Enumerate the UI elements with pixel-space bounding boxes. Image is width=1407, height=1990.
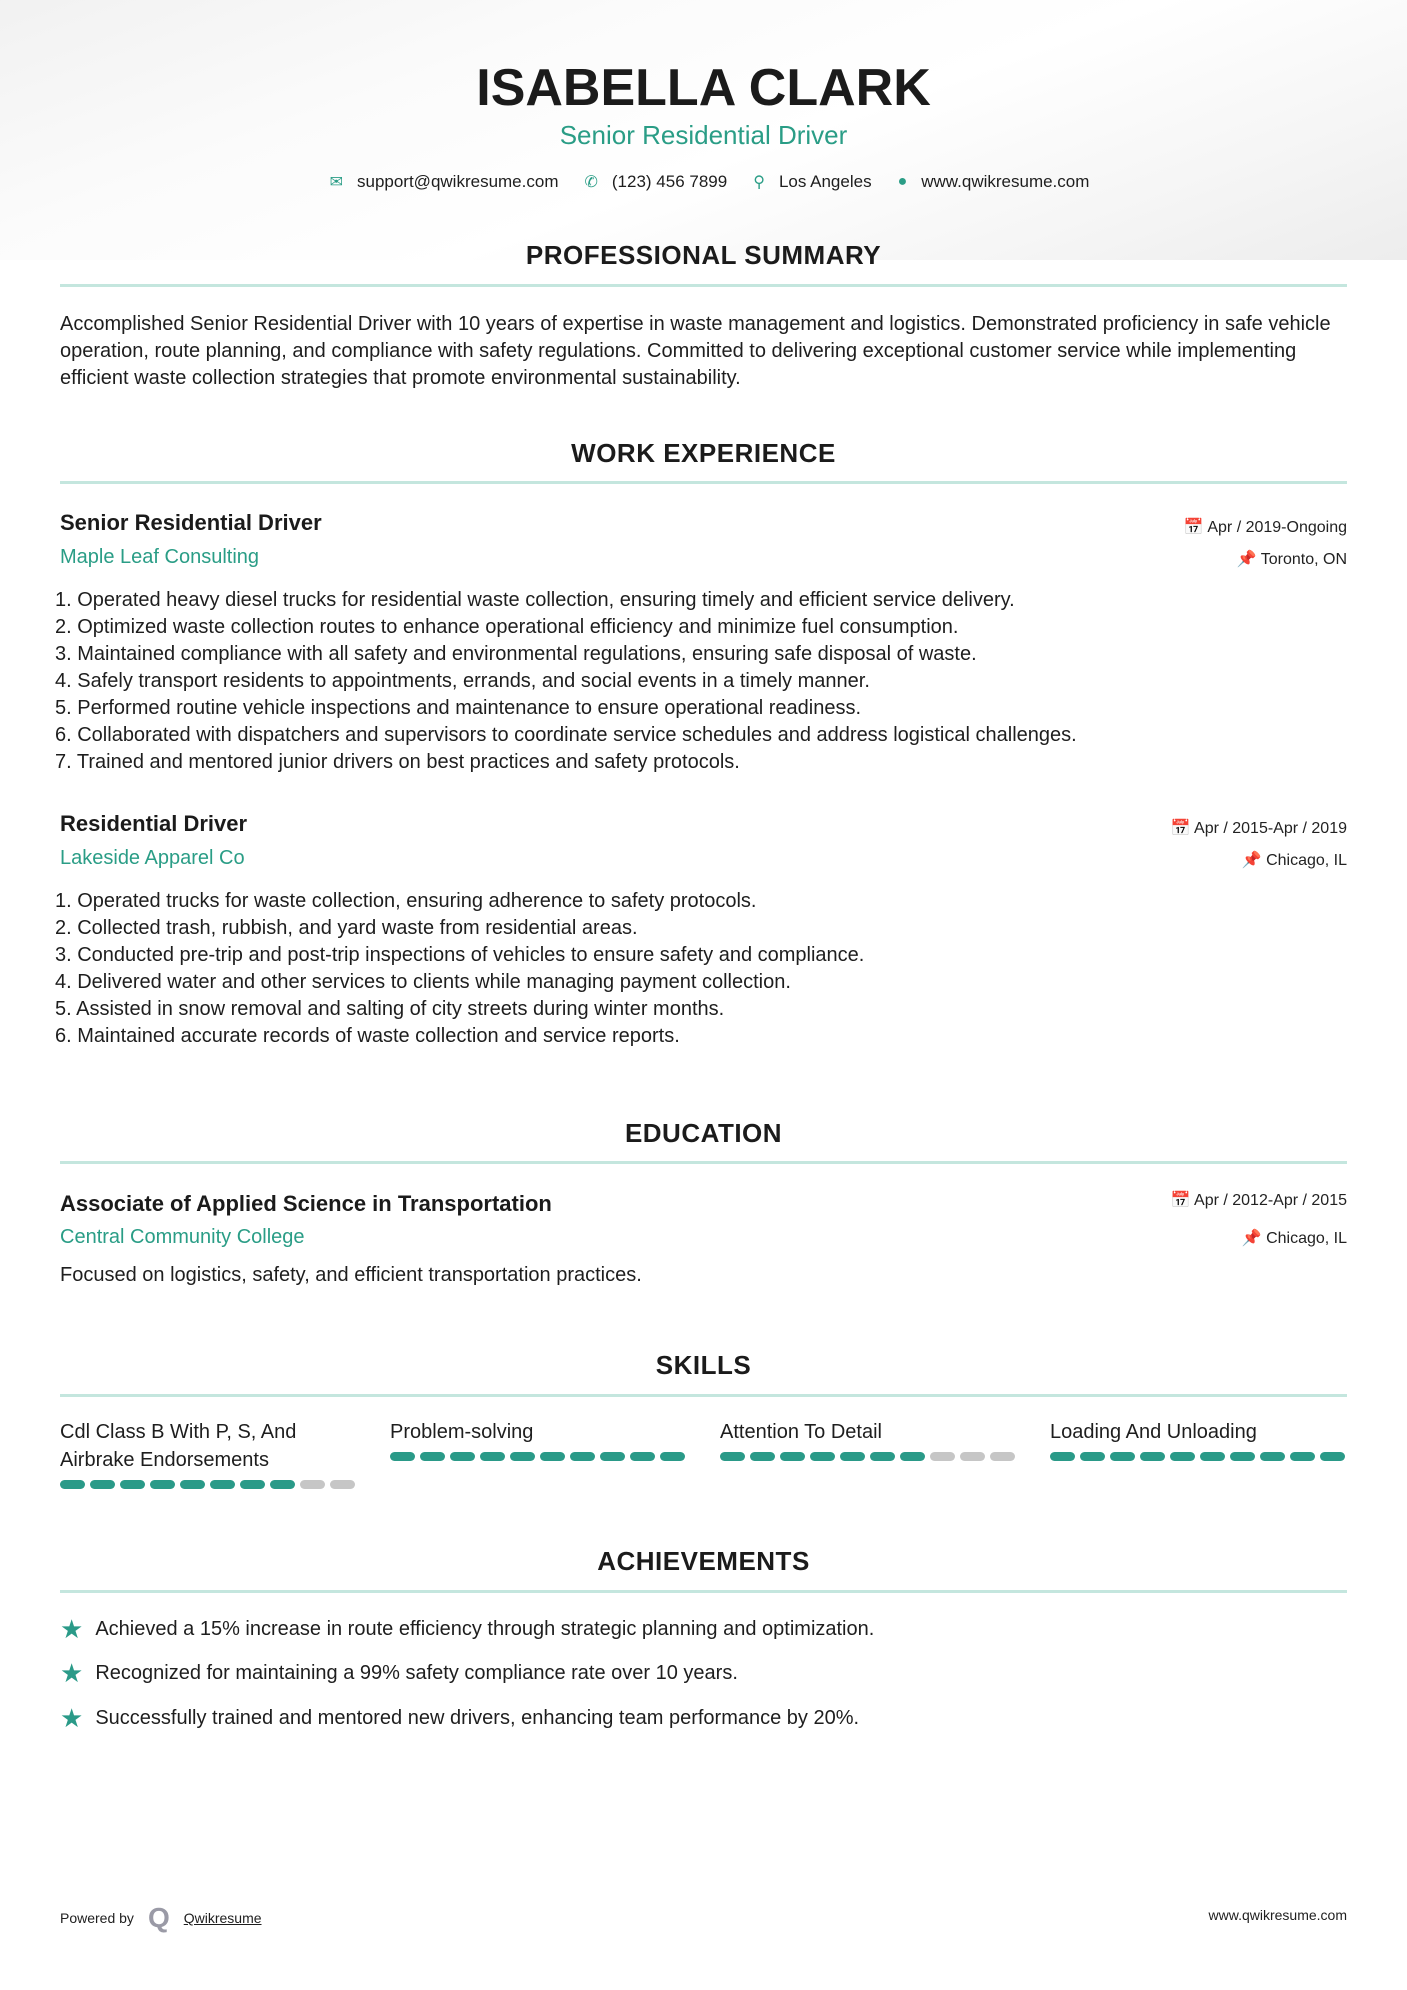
job-company: Maple Leaf Consulting: [60, 546, 260, 568]
achievement-text: Successfully trained and mentored new drivers, enhancing team performance by 20%.: [95, 1706, 860, 1729]
skill-level-segment: [1290, 1452, 1315, 1461]
skill-level-segment: [270, 1480, 295, 1489]
calendar-icon: 📅: [1170, 820, 1195, 837]
skill-name: Attention To Detail: [720, 1421, 882, 1443]
list-item: 4. Delivered water and other services to clients while managing payment collection.: [55, 971, 791, 993]
section-heading-experience: WORK EXPERIENCE: [571, 438, 836, 468]
education-dates-text: Apr / 2012-Apr / 2015: [1194, 1192, 1347, 1209]
section-heading-achievements: ACHIEVEMENTS: [597, 1546, 810, 1576]
phone: (123) 456 7899: [611, 172, 728, 191]
star-icon: ★: [60, 1703, 84, 1733]
skill-level-segment: [120, 1480, 145, 1489]
summary-text: Accomplished Senior Residential Driver with 10 years of expertise in waste management and logistics. Demonstrated proficiency in safe vehicle operation, route planning, and compliance with safety regulations. Committed to delivering exceptional customer service while implementing efficient waste collection strategies that promote environmental sustainability.: [60, 313, 1331, 389]
skill-level-segment: [660, 1452, 685, 1461]
list-item: 7. Trained and mentored junior drivers on best practices and safety protocols.: [55, 751, 740, 773]
education-location: [1242, 1228, 1347, 1248]
skill-level-bar: [1050, 1452, 1350, 1461]
skill-level-segment: [540, 1452, 565, 1461]
skill-level-segment: [60, 1480, 85, 1489]
job-location: [1237, 549, 1347, 569]
list-item: 1. Operated heavy diesel trucks for residential waste collection, ensuring timely and efficient service delivery.: [55, 589, 1015, 611]
skill-name: Cdl Class B With P, S, And Airbrake Endorsements: [60, 1421, 297, 1471]
skill-level-segment: [1110, 1452, 1135, 1461]
email-icon: ✉: [329, 174, 343, 191]
education-location-text: Chicago, IL: [1266, 1230, 1347, 1247]
skill-level-segment: [150, 1480, 175, 1489]
school: Central Community College: [60, 1226, 305, 1248]
list-item: 3. Maintained compliance with all safety and environmental regulations, ensuring safe disposal of waste.: [55, 643, 977, 665]
location-pin-icon: ⚲: [753, 174, 765, 191]
calendar-icon: 📅: [1183, 519, 1208, 536]
skill-level-segment: [750, 1452, 775, 1461]
footer-website[interactable]: www.qwikresume.com: [1208, 1907, 1347, 1923]
job-title: Residential Driver: [60, 811, 248, 836]
list-item: 2. Collected trash, rubbish, and yard waste from residential areas.: [55, 917, 638, 939]
list-item: 3. Conducted pre-trip and post-trip inspections of vehicles to ensure safety and compliance.: [55, 944, 865, 966]
skill-level-segment: [990, 1452, 1015, 1461]
calendar-icon: 📅: [1170, 1192, 1195, 1209]
list-item: 6. Maintained accurate records of waste collection and service reports.: [55, 1025, 680, 1047]
section-heading-education: EDUCATION: [624, 1118, 783, 1148]
skill-level-bar: [60, 1480, 360, 1489]
achievement-item: [60, 1705, 859, 1731]
job-dates-text: Apr / 2015-Apr / 2019: [1194, 820, 1347, 837]
job-bullets: [55, 587, 1345, 776]
achievement-item: [60, 1616, 874, 1642]
divider: [60, 1394, 1347, 1397]
footer-powered: [60, 1902, 262, 1934]
skill-level-segment: [210, 1480, 235, 1489]
list-item: 4. Safely transport residents to appointments, errands, and social events in a timely manner.: [55, 670, 870, 692]
skill-level-segment: [330, 1480, 355, 1489]
skill-level-segment: [1080, 1452, 1105, 1461]
skill-level-bar: [720, 1452, 1020, 1461]
education-dates: [1171, 1190, 1347, 1210]
skill-level-segment: [930, 1452, 955, 1461]
star-icon: ★: [60, 1614, 84, 1644]
skill-level-segment: [1200, 1452, 1225, 1461]
qwikresume-logo-icon: Q: [147, 1902, 170, 1933]
skill-level-segment: [300, 1480, 325, 1489]
website[interactable]: www.qwikresume.com: [921, 172, 1090, 191]
section-heading-summary: PROFESSIONAL SUMMARY: [525, 240, 882, 270]
job-title: Senior Residential Driver: [60, 510, 322, 535]
skill-level-segment: [480, 1452, 505, 1461]
contact-bar: [0, 172, 1407, 192]
achievement-item: [60, 1660, 738, 1686]
skill-name: Loading And Unloading: [1050, 1421, 1257, 1443]
divider: [60, 1161, 1347, 1164]
skill-name: Problem-solving: [390, 1421, 534, 1443]
job-location-text: Chicago, IL: [1266, 852, 1347, 869]
list-item: 5. Assisted in snow removal and salting of city streets during winter months.: [55, 998, 725, 1020]
skill-level-segment: [960, 1452, 985, 1461]
brand-link[interactable]: Qwikresume: [183, 1910, 262, 1926]
list-item: 6. Collaborated with dispatchers and supervisors to coordinate service schedules and address logistical challenges.: [55, 724, 1077, 746]
list-item: 2. Optimized waste collection routes to enhance operational efficiency and minimize fuel consumption.: [55, 616, 959, 638]
job-company: Lakeside Apparel Co: [60, 847, 245, 869]
candidate-name: ISABELLA CLARK: [476, 59, 931, 117]
skill-level-segment: [630, 1452, 655, 1461]
divider: [60, 284, 1347, 287]
location: Los Angeles: [778, 172, 872, 191]
education-description: Focused on logistics, safety, and efficient transportation practices.: [60, 1264, 642, 1286]
skill-level-segment: [900, 1452, 925, 1461]
skill-level-segment: [1170, 1452, 1195, 1461]
skill-level-segment: [720, 1452, 745, 1461]
skill-level-segment: [180, 1480, 205, 1489]
skill-item: [1050, 1418, 1350, 1461]
list-item: 5. Performed routine vehicle inspections and maintenance to ensure operational readiness.: [55, 697, 862, 719]
skill-level-segment: [1320, 1452, 1345, 1461]
skill-item: [60, 1418, 360, 1489]
skill-level-segment: [510, 1452, 535, 1461]
skill-level-segment: [420, 1452, 445, 1461]
job-location: [1242, 850, 1347, 870]
skill-level-segment: [570, 1452, 595, 1461]
skill-item: [720, 1418, 1020, 1461]
pin-icon: 📌: [1241, 852, 1267, 869]
skill-level-segment: [1230, 1452, 1255, 1461]
degree: Associate of Applied Science in Transportation: [60, 1191, 552, 1216]
achievement-text: Recognized for maintaining a 99% safety compliance rate over 10 years.: [95, 1661, 738, 1684]
divider: [60, 1590, 1347, 1593]
pin-icon: 📌: [1236, 551, 1261, 568]
divider: [60, 481, 1347, 484]
skill-level-segment: [90, 1480, 115, 1489]
job-dates: [1171, 818, 1347, 838]
achievement-text: Achieved a 15% increase in route efficiency through strategic planning and optimization.: [95, 1617, 875, 1640]
job-bullets: [55, 888, 1345, 1050]
pin-icon: 📌: [1241, 1230, 1267, 1247]
candidate-title: Senior Residential Driver: [559, 120, 848, 150]
skill-item: [390, 1418, 690, 1461]
star-icon: ★: [60, 1658, 84, 1688]
skill-level-segment: [1260, 1452, 1285, 1461]
powered-by-label: Powered by: [60, 1910, 134, 1926]
skill-level-segment: [1140, 1452, 1165, 1461]
email[interactable]: support@qwikresume.com: [356, 172, 559, 191]
skill-level-segment: [240, 1480, 265, 1489]
skill-level-segment: [780, 1452, 805, 1461]
skill-level-segment: [1050, 1452, 1075, 1461]
skill-level-bar: [390, 1452, 690, 1461]
job-location-text: Toronto, ON: [1260, 551, 1347, 568]
phone-icon: ✆: [584, 174, 598, 191]
skill-level-segment: [870, 1452, 895, 1461]
skill-level-segment: [600, 1452, 625, 1461]
skill-level-segment: [840, 1452, 865, 1461]
list-item: 1. Operated trucks for waste collection, ensuring adherence to safety protocols.: [55, 890, 757, 912]
job-dates: [1184, 517, 1347, 537]
skill-level-segment: [810, 1452, 835, 1461]
globe-icon: ●: [897, 173, 908, 190]
job-dates-text: Apr / 2019-Ongoing: [1207, 519, 1347, 536]
skill-level-segment: [450, 1452, 475, 1461]
section-heading-skills: SKILLS: [655, 1350, 752, 1380]
skill-level-segment: [390, 1452, 415, 1461]
